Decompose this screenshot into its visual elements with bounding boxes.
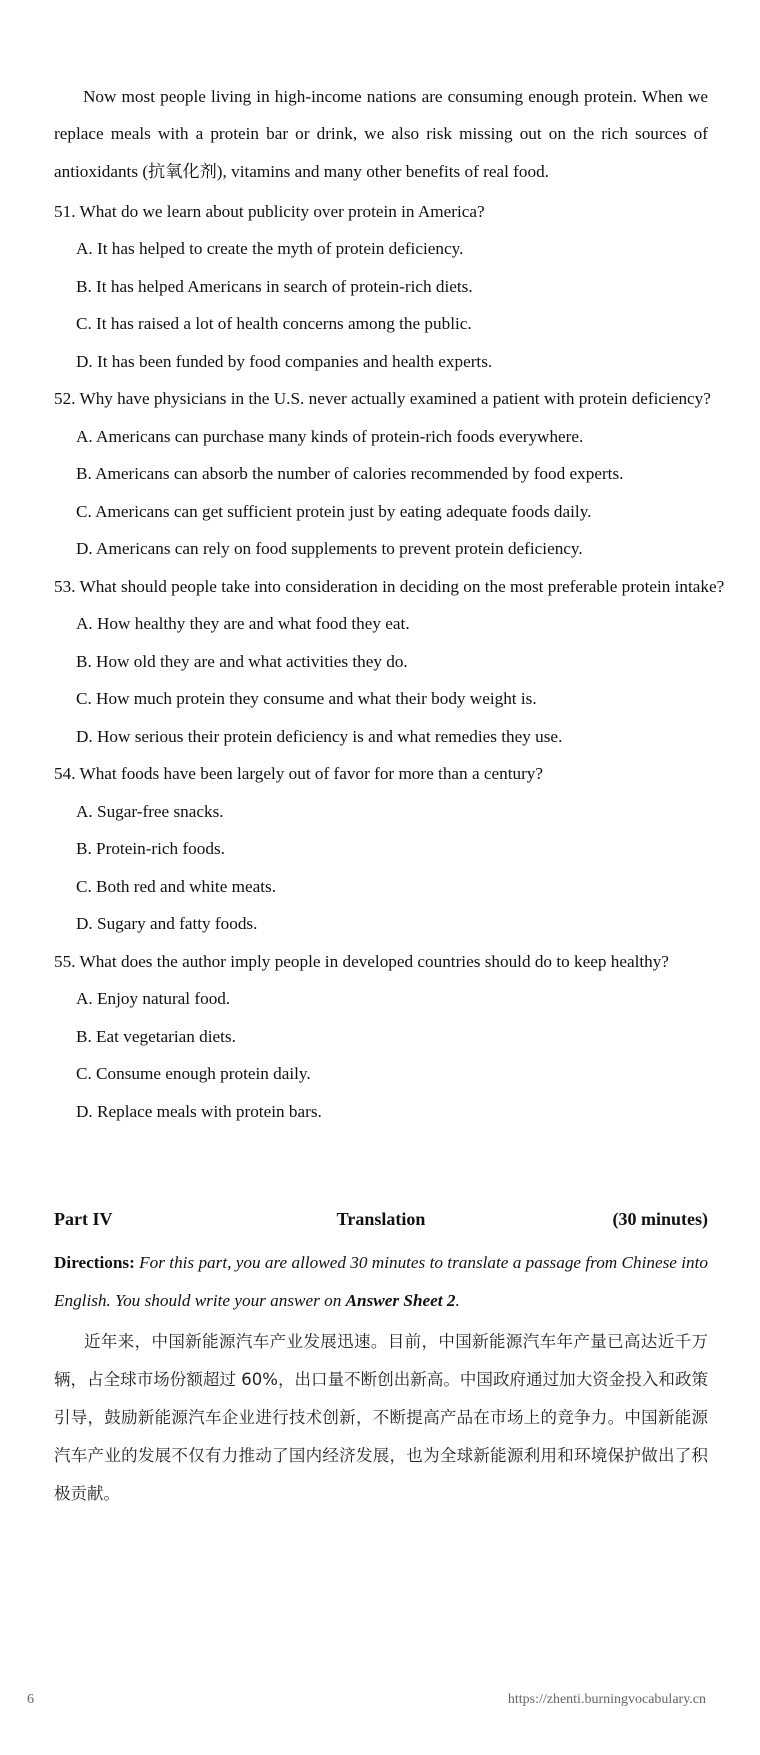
page-number: 6 xyxy=(27,1692,34,1707)
option-a: A. Sugar-free snacks. xyxy=(76,801,224,821)
option-c: C. How much protein they consume and what their body weight is. xyxy=(76,689,537,709)
directions xyxy=(54,1244,708,1319)
option-c: C. Both red and white meats. xyxy=(76,876,277,896)
reading-section xyxy=(54,78,725,1130)
translation-passage: 近年来，中国新能源汽车产业发展迅速。目前，中国新能源汽车年产量已高达近千万辆，占全球市场份额超过 60%，出口量不断创出新高。中国政府通过加大资金投入和政策引导，鼓励新能源汽车企业进行技术创新，不断提高产品在市场上的竞争力。中国新能源汽车产业的发展不仅有力推动了国内经济发展，也为全球新能源利用和环境保护做出了积极贡献。 xyxy=(54,1332,708,1503)
directions-label: Directions: xyxy=(54,1253,135,1272)
option-b: B. Americans can absorb the number of calories recommended by food experts. xyxy=(76,464,624,484)
part-header xyxy=(54,1209,708,1239)
question-stem: 52. Why have physicians in the U.S. never actually examined a patient with protein deficiency? xyxy=(54,389,711,409)
option-d: D. Sugary and fatty foods. xyxy=(76,914,258,934)
option-b: B. Eat vegetarian diets. xyxy=(76,1026,236,1046)
part-number: Part IV xyxy=(54,1209,113,1229)
answer-sheet-ref: Answer Sheet 2 xyxy=(345,1290,456,1310)
option-b: B. Protein-rich foods. xyxy=(76,839,225,859)
option-d: D. Replace meals with protein bars. xyxy=(76,1101,322,1121)
question-stem: 54. What foods have been largely out of favor for more than a century? xyxy=(54,764,544,784)
option-d: D. How serious their protein deficiency is and what remedies they use. xyxy=(76,726,563,746)
option-c: C. Consume enough protein daily. xyxy=(76,1064,311,1084)
footer-url: https://zhenti.burningvocabulary.cn xyxy=(507,1692,706,1707)
option-a: A. How healthy they are and what food they eat. xyxy=(76,614,410,634)
question-55 xyxy=(54,943,708,1131)
option-a: A. It has helped to create the myth of protein deficiency. xyxy=(76,239,464,259)
option-c: C. It has raised a lot of health concerns among the public. xyxy=(76,314,472,334)
part-time: (30 minutes) xyxy=(612,1209,708,1229)
option-b: B. It has helped Americans in search of protein-rich diets. xyxy=(76,276,473,296)
option-d: D. It has been funded by food companies and health experts. xyxy=(76,351,493,371)
passage-paragraph: Now most people living in high-income nations are consuming enough protein. When we replace meals with a protein bar or drink, we also risk missing out on the rich sources of antioxidants (抗氧化剂), vitamins and many other benefits of real food. xyxy=(54,87,708,181)
option-a: A. Enjoy natural food. xyxy=(76,989,231,1009)
option-a: A. Americans can purchase many kinds of protein-rich foods everywhere. xyxy=(76,426,584,446)
question-54 xyxy=(54,755,708,943)
option-d: D. Americans can rely on food supplements to prevent protein deficiency. xyxy=(76,539,583,559)
question-stem: 51. What do we learn about publicity over protein in America? xyxy=(54,201,485,221)
question-53 xyxy=(54,568,725,756)
option-c: C. Americans can get sufficient protein just by eating adequate foods daily. xyxy=(76,501,592,521)
option-b: B. How old they are and what activities they do. xyxy=(76,651,408,671)
part-title: Translation xyxy=(336,1209,426,1229)
question-stem: 53. What should people take into consideration in deciding on the most preferable protein intake? xyxy=(54,576,725,596)
question-52 xyxy=(54,380,711,568)
question-stem: 55. What does the author imply people in developed countries should do to keep healthy? xyxy=(54,951,669,971)
question-51 xyxy=(54,193,708,381)
directions-end: . xyxy=(455,1290,460,1310)
directions-text: For this part, you are allowed 30 minutes to translate a passage from Chinese into English. You should write your answer on xyxy=(54,1253,708,1310)
